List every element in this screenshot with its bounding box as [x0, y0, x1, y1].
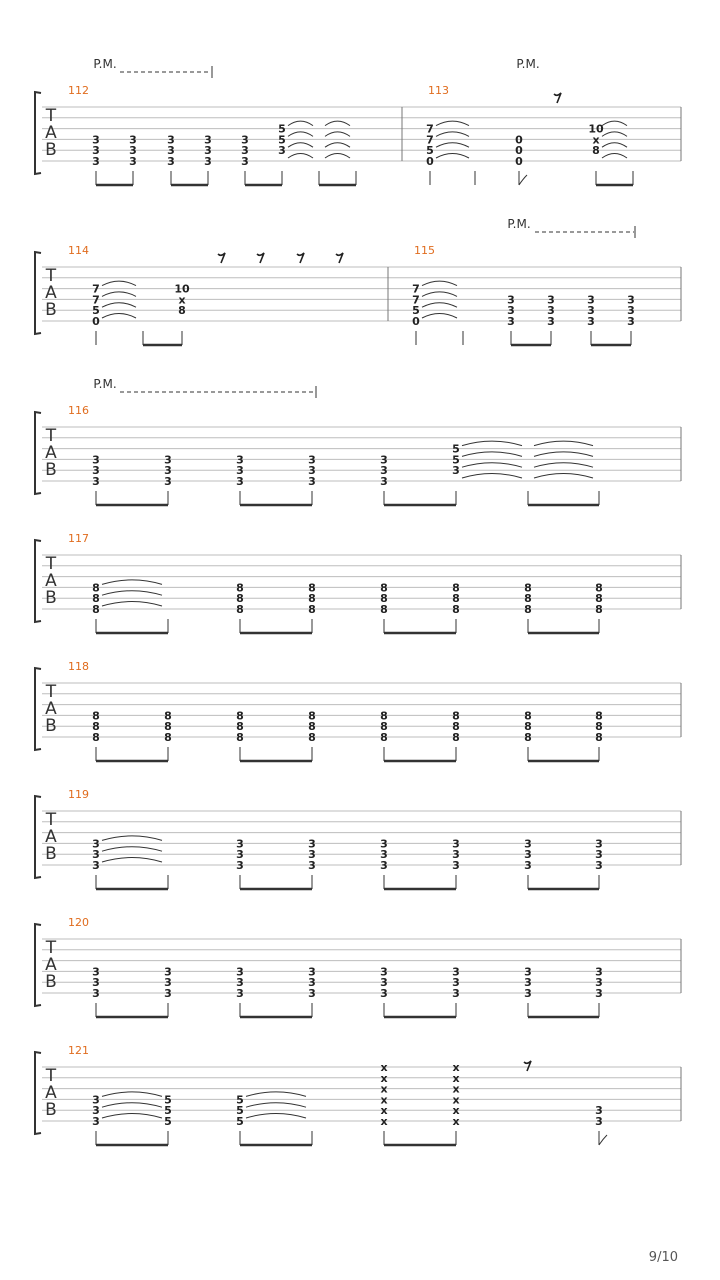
tab-clef-letter: A	[45, 571, 57, 591]
fret-number: 3	[308, 987, 316, 1000]
tie-arc	[246, 1114, 306, 1119]
tie-arc	[422, 303, 457, 308]
fret-number: x	[380, 1061, 388, 1074]
fret-number: 3	[236, 848, 244, 862]
fret-number: 3	[595, 859, 603, 872]
fret-number: 3	[92, 453, 100, 467]
system-bracket	[35, 924, 41, 1006]
fret-number: 8	[524, 592, 532, 606]
fret-number: 3	[524, 976, 532, 990]
fret-number: 3	[452, 976, 460, 990]
system-bracket	[35, 1052, 41, 1134]
system-bracket	[35, 668, 41, 750]
fret-number: 3	[627, 315, 635, 328]
eighth-rest	[554, 93, 561, 103]
fret-number: 3	[587, 315, 595, 328]
fret-number: 8	[236, 581, 244, 595]
fret-number: 7	[92, 282, 100, 296]
fret-number: 8	[524, 731, 532, 744]
fret-number: 3	[524, 837, 532, 851]
fret-number: 5	[236, 1093, 244, 1107]
fret-number: 3	[524, 848, 532, 862]
fret-number: 10	[588, 122, 604, 136]
fret-number: 3	[380, 987, 388, 1000]
tie-arc	[462, 441, 522, 446]
fret-number: 3	[92, 133, 100, 147]
fret-number: 5	[278, 122, 286, 136]
fret-number: 3	[595, 1104, 603, 1118]
fret-number: 8	[380, 709, 388, 723]
fret-number: x	[592, 133, 600, 147]
eighth-rest	[297, 253, 304, 263]
fret-number: 8	[92, 603, 100, 616]
fret-number: 8	[595, 731, 603, 744]
tie-arc	[602, 132, 627, 137]
fret-number: x	[380, 1082, 388, 1096]
fret-number: 3	[164, 976, 172, 990]
fret-number: 5	[412, 304, 420, 318]
tie-arc	[325, 143, 350, 148]
tab-clef-letter: T	[45, 426, 57, 446]
fret-number: x	[452, 1082, 460, 1096]
fret-number: 8	[524, 603, 532, 616]
fret-number: 3	[164, 453, 172, 467]
fret-number: 8	[452, 731, 460, 744]
bar-number: 120	[68, 916, 89, 929]
fret-number: 7	[412, 293, 420, 307]
fret-number: 8	[308, 603, 316, 616]
tie-arc	[534, 463, 593, 468]
fret-number: 3	[236, 965, 244, 979]
tie-arc	[534, 441, 593, 446]
fret-number: 3	[92, 1115, 100, 1128]
bar-number: 117	[68, 532, 89, 545]
fret-number: 8	[308, 581, 316, 595]
fret-number: 3	[308, 464, 316, 478]
tab-clef-letter: A	[45, 123, 57, 143]
bar-number: 112	[68, 84, 89, 97]
tab-clef-letter: B	[45, 588, 57, 608]
page-number: 9/10	[648, 1250, 678, 1265]
fret-number: 8	[595, 592, 603, 606]
tab-clef-letter: B	[45, 716, 57, 736]
fret-number: 3	[380, 837, 388, 851]
fret-number: 8	[178, 304, 186, 318]
fret-number: 0	[412, 315, 420, 328]
tie-arc	[436, 143, 469, 148]
fret-number: 3	[627, 304, 635, 318]
fret-number: 3	[92, 987, 100, 1000]
fret-number: x	[380, 1115, 388, 1128]
fret-number: 5	[452, 453, 460, 467]
fret-number: 3	[380, 859, 388, 872]
tie-arc	[288, 132, 313, 137]
system-bracket	[35, 252, 41, 334]
tie-arc	[102, 303, 136, 308]
bar-number: 114	[68, 244, 89, 257]
fret-number: 3	[92, 1093, 100, 1107]
bar-number: 119	[68, 788, 89, 801]
fret-number: x	[178, 293, 186, 307]
fret-number: 3	[92, 464, 100, 478]
bar-number: 113	[428, 84, 449, 97]
fret-number: 8	[595, 709, 603, 723]
fret-number: x	[452, 1071, 460, 1085]
fret-number: 3	[507, 304, 515, 318]
fret-number: 3	[92, 144, 100, 158]
fret-number: 3	[236, 987, 244, 1000]
fret-number: 3	[595, 976, 603, 990]
fret-number: 3	[92, 965, 100, 979]
tab-clef-letter: B	[45, 1100, 57, 1120]
fret-number: 8	[452, 709, 460, 723]
fret-number: 3	[595, 987, 603, 1000]
tie-arc	[422, 314, 457, 319]
fret-number: 8	[236, 592, 244, 606]
fret-number: 3	[452, 848, 460, 862]
tab-clef-letter: T	[45, 106, 57, 126]
tie-arc	[436, 121, 469, 126]
fret-number: 8	[452, 720, 460, 734]
fret-number: 3	[308, 848, 316, 862]
fret-number: 8	[452, 581, 460, 595]
fret-number: 8	[164, 731, 172, 744]
fret-number: 8	[595, 581, 603, 595]
tab-clef-letter: A	[45, 699, 57, 719]
fret-number: 3	[524, 987, 532, 1000]
fret-number: 5	[236, 1115, 244, 1128]
palm-mute-label: P.M.	[507, 217, 531, 231]
fret-number: 3	[204, 144, 212, 158]
fret-number: 3	[547, 315, 555, 328]
fret-number: 8	[524, 709, 532, 723]
bar-number: 118	[68, 660, 89, 673]
fret-number: 3	[241, 144, 249, 158]
fret-number: 0	[92, 315, 100, 328]
fret-number: 8	[92, 731, 100, 744]
tie-arc	[422, 292, 457, 297]
tie-arc	[436, 132, 469, 137]
fret-number: x	[380, 1104, 388, 1118]
tie-arc	[602, 154, 627, 159]
tie-arc	[102, 836, 162, 841]
fret-number: 3	[380, 965, 388, 979]
palm-mute-label: P.M.	[93, 377, 117, 391]
tie-arc	[102, 847, 162, 852]
tab-clef-letter: T	[45, 1066, 57, 1086]
note-flag	[599, 1135, 607, 1145]
tab-clef-letter: A	[45, 955, 57, 975]
system-bracket	[35, 92, 41, 174]
fret-number: 8	[524, 581, 532, 595]
system-bracket	[35, 540, 41, 622]
fret-number: 3	[92, 475, 100, 488]
fret-number: 3	[236, 837, 244, 851]
fret-number: 3	[308, 837, 316, 851]
fret-number: 8	[236, 731, 244, 744]
fret-number: 8	[92, 709, 100, 723]
fret-number: 3	[92, 859, 100, 872]
tie-arc	[246, 1103, 306, 1108]
fret-number: 3	[129, 155, 137, 168]
tab-clef-letter: B	[45, 972, 57, 992]
fret-number: 7	[426, 133, 434, 147]
fret-number: 3	[380, 976, 388, 990]
fret-number: 3	[204, 155, 212, 168]
fret-number: x	[452, 1093, 460, 1107]
tie-arc	[325, 121, 350, 126]
fret-number: 3	[595, 837, 603, 851]
fret-number: 3	[380, 475, 388, 488]
fret-number: 0	[515, 144, 523, 158]
fret-number: 8	[380, 581, 388, 595]
fret-number: 3	[507, 293, 515, 307]
tie-arc	[102, 292, 136, 297]
tab-clef-letter: B	[45, 460, 57, 480]
fret-number: 3	[129, 133, 137, 147]
fret-number: 8	[236, 709, 244, 723]
fret-number: 0	[515, 133, 523, 147]
fret-number: 3	[595, 1115, 603, 1128]
palm-mute-label: P.M.	[93, 57, 117, 71]
fret-number: 8	[592, 144, 600, 158]
fret-number: 8	[380, 720, 388, 734]
note-flag	[519, 175, 527, 185]
fret-number: x	[452, 1104, 460, 1118]
tie-arc	[422, 281, 457, 286]
fret-number: 3	[452, 965, 460, 979]
fret-number: 3	[587, 304, 595, 318]
eighth-rest	[218, 253, 225, 263]
fret-number: 3	[587, 293, 595, 307]
tie-arc	[288, 154, 313, 159]
tie-arc	[288, 121, 313, 126]
fret-number: 3	[380, 453, 388, 467]
tie-arc	[102, 1092, 162, 1097]
eighth-rest	[336, 253, 343, 263]
eighth-rest	[524, 1061, 531, 1071]
fret-number: 7	[92, 293, 100, 307]
tie-arc	[102, 580, 162, 585]
tie-arc	[102, 591, 162, 596]
tie-arc	[462, 474, 522, 479]
fret-number: 8	[452, 603, 460, 616]
fret-number: 3	[524, 965, 532, 979]
fret-number: 5	[92, 304, 100, 318]
system-bracket	[35, 796, 41, 878]
fret-number: 3	[92, 848, 100, 862]
fret-number: 3	[129, 144, 137, 158]
fret-number: 3	[308, 453, 316, 467]
fret-number: 5	[278, 133, 286, 147]
fret-number: 3	[92, 155, 100, 168]
tie-arc	[436, 154, 469, 159]
fret-number: 3	[204, 133, 212, 147]
fret-number: 3	[524, 859, 532, 872]
fret-number: 8	[92, 720, 100, 734]
fret-number: 0	[426, 155, 434, 168]
tie-arc	[102, 1103, 162, 1108]
fret-number: 3	[241, 133, 249, 147]
fret-number: 3	[507, 315, 515, 328]
fret-number: 3	[236, 475, 244, 488]
fret-number: 8	[524, 720, 532, 734]
fret-number: 8	[595, 603, 603, 616]
fret-number: 3	[167, 144, 175, 158]
fret-number: 5	[164, 1115, 172, 1128]
fret-number: 8	[92, 592, 100, 606]
fret-number: 3	[308, 976, 316, 990]
fret-number: 3	[164, 464, 172, 478]
tie-arc	[462, 463, 522, 468]
fret-number: x	[452, 1061, 460, 1074]
tie-arc	[534, 452, 593, 457]
fret-number: 0	[515, 155, 523, 168]
fret-number: 3	[627, 293, 635, 307]
fret-number: 3	[236, 453, 244, 467]
tie-arc	[102, 1114, 162, 1119]
fret-number: 5	[164, 1093, 172, 1107]
fret-number: 8	[92, 581, 100, 595]
fret-number: 3	[167, 133, 175, 147]
tie-arc	[325, 154, 350, 159]
fret-number: 3	[236, 976, 244, 990]
tie-arc	[325, 132, 350, 137]
fret-number: 10	[174, 282, 190, 296]
tab-clef-letter: B	[45, 844, 57, 864]
tab-clef-letter: B	[45, 140, 57, 160]
fret-number: 3	[452, 464, 460, 478]
fret-number: 3	[92, 976, 100, 990]
tab-clef-letter: T	[45, 682, 57, 702]
fret-number: 8	[308, 592, 316, 606]
fret-number: 8	[308, 709, 316, 723]
fret-number: 3	[164, 965, 172, 979]
palm-mute-label: P.M.	[516, 57, 540, 71]
fret-number: 7	[426, 122, 434, 136]
tie-arc	[462, 452, 522, 457]
tab-clef-letter: T	[45, 266, 57, 286]
fret-number: 3	[547, 293, 555, 307]
fret-number: 3	[92, 1104, 100, 1118]
fret-number: x	[452, 1115, 460, 1128]
fret-number: 8	[595, 720, 603, 734]
tab-clef-letter: T	[45, 938, 57, 958]
fret-number: 7	[412, 282, 420, 296]
tie-arc	[102, 314, 136, 319]
fret-number: 3	[452, 859, 460, 872]
tab-clef-letter: A	[45, 443, 57, 463]
fret-number: 3	[380, 464, 388, 478]
fret-number: 5	[236, 1104, 244, 1118]
tie-arc	[534, 474, 593, 479]
fret-number: 3	[308, 965, 316, 979]
fret-number: 3	[595, 965, 603, 979]
fret-number: 8	[380, 731, 388, 744]
fret-number: 3	[92, 837, 100, 851]
tie-arc	[102, 281, 136, 286]
bar-number: 116	[68, 404, 89, 417]
fret-number: 3	[452, 987, 460, 1000]
fret-number: 3	[164, 475, 172, 488]
fret-number: 3	[308, 475, 316, 488]
fret-number: 8	[236, 720, 244, 734]
fret-number: 8	[164, 720, 172, 734]
fret-number: 3	[236, 464, 244, 478]
tab-clef-letter: A	[45, 1083, 57, 1103]
fret-number: 3	[241, 155, 249, 168]
fret-number: 3	[595, 848, 603, 862]
fret-number: 8	[236, 603, 244, 616]
tie-arc	[602, 143, 627, 148]
fret-number: 3	[236, 859, 244, 872]
fret-number: 8	[164, 709, 172, 723]
tab-clef-letter: T	[45, 810, 57, 830]
fret-number: x	[380, 1093, 388, 1107]
tie-arc	[102, 858, 162, 863]
fret-number: 3	[380, 848, 388, 862]
fret-number: 5	[452, 442, 460, 456]
fret-number: 8	[380, 603, 388, 616]
tab-clef-letter: A	[45, 827, 57, 847]
fret-number: 3	[308, 859, 316, 872]
eighth-rest	[257, 253, 264, 263]
bar-number: 121	[68, 1044, 89, 1057]
tie-arc	[288, 143, 313, 148]
fret-number: 5	[164, 1104, 172, 1118]
tab-clef-letter: A	[45, 283, 57, 303]
system-bracket	[35, 412, 41, 494]
fret-number: 8	[308, 731, 316, 744]
fret-number: 3	[164, 987, 172, 1000]
bar-number: 115	[414, 244, 435, 257]
tab-clef-letter: T	[45, 554, 57, 574]
tie-arc	[602, 121, 627, 126]
fret-number: x	[380, 1071, 388, 1085]
fret-number: 3	[452, 837, 460, 851]
tie-arc	[102, 602, 162, 607]
tab-clef-letter: B	[45, 300, 57, 320]
fret-number: 3	[278, 144, 286, 158]
fret-number: 3	[167, 155, 175, 168]
fret-number: 8	[308, 720, 316, 734]
tie-arc	[246, 1092, 306, 1097]
fret-number: 5	[426, 144, 434, 158]
fret-number: 8	[380, 592, 388, 606]
fret-number: 3	[547, 304, 555, 318]
fret-number: 8	[452, 592, 460, 606]
